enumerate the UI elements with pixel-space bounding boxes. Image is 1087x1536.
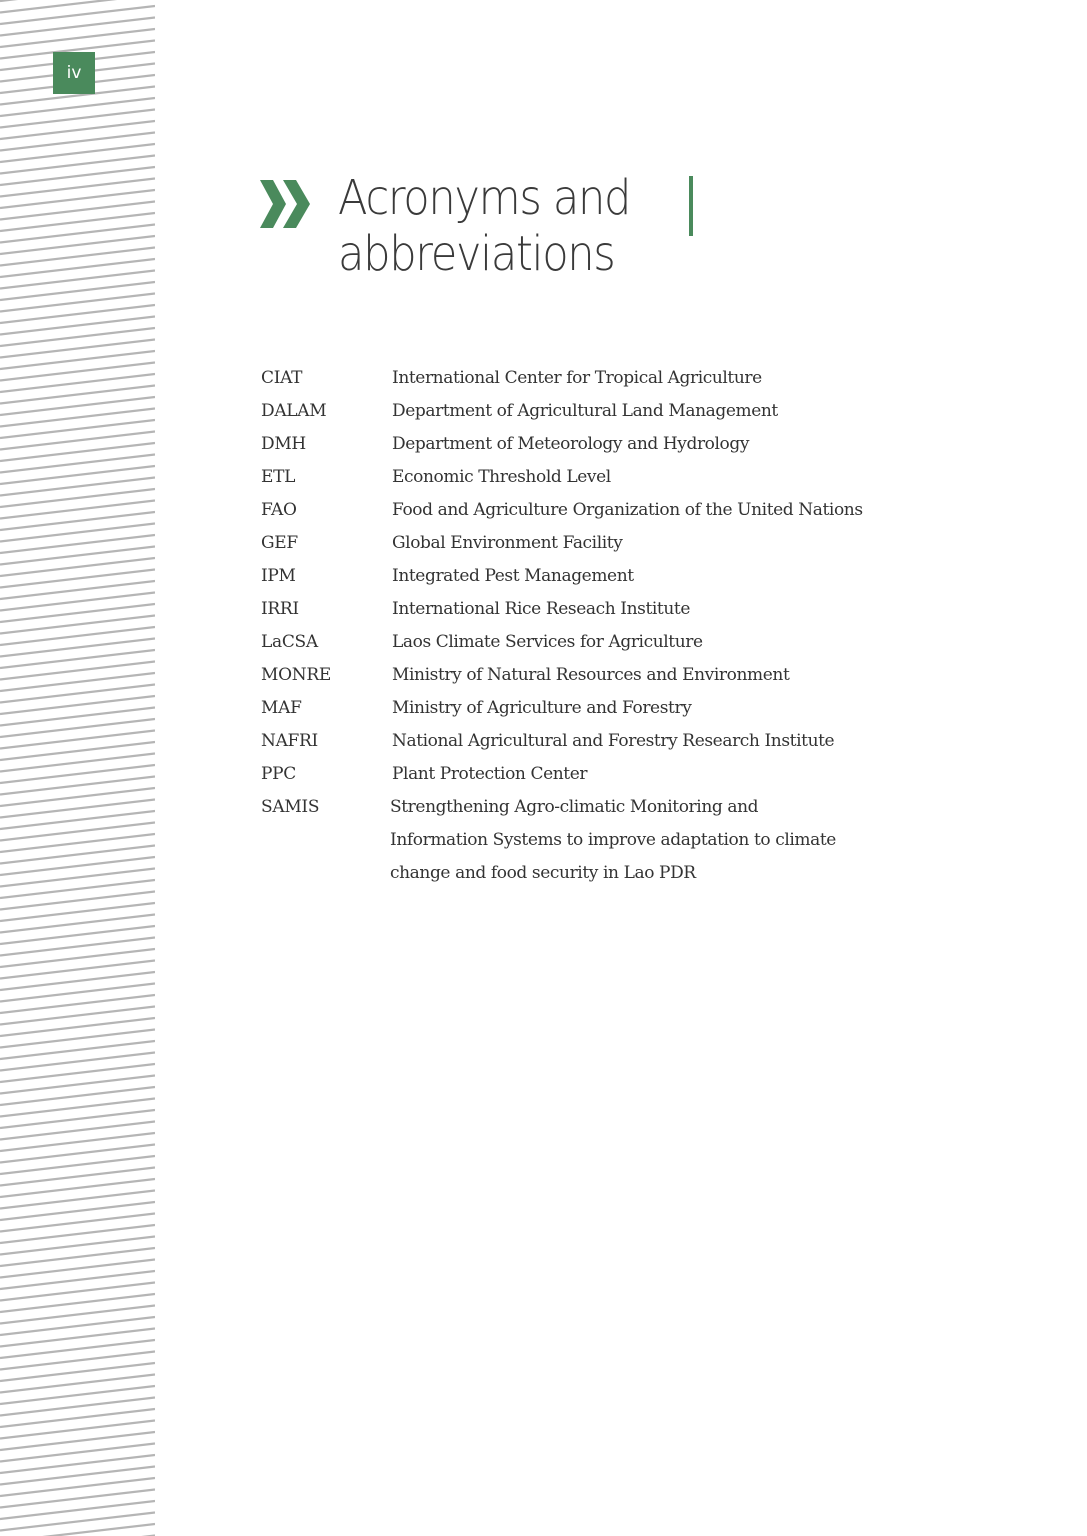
page-title-line-1: Acronyms and <box>338 170 631 226</box>
acronym-term: PPC <box>261 764 296 784</box>
stripe-line <box>0 1524 155 1536</box>
acronym-row <box>261 791 901 890</box>
acronym-row <box>261 758 901 791</box>
acronym-row <box>261 428 901 461</box>
acronym-row <box>261 527 901 560</box>
stripe-line <box>0 0 155 13</box>
acronym-definition: Ministry of Agriculture and Forestry <box>392 698 692 718</box>
acronym-term: DALAM <box>261 401 327 421</box>
double-chevron-right-icon <box>260 180 312 228</box>
acronym-row <box>261 461 901 494</box>
acronym-definition: Economic Threshold Level <box>392 467 611 487</box>
page-title <box>338 170 630 282</box>
acronym-term: IRRI <box>261 599 299 619</box>
acronym-definition: Department of Agricultural Land Management <box>392 401 778 421</box>
title-accent-bar <box>689 176 693 236</box>
page-number-badge: iv <box>53 52 95 94</box>
acronym-definition: Department of Meteorology and Hydrology <box>392 434 750 454</box>
acronym-list <box>261 362 901 890</box>
acronym-definition: Integrated Pest Management <box>392 566 634 586</box>
acronym-row <box>261 626 901 659</box>
acronym-row <box>261 692 901 725</box>
stripe-line <box>0 0 155 1</box>
acronym-term: LaCSA <box>261 632 318 652</box>
acronym-definition: Food and Agriculture Organization of the United Nations <box>392 500 863 520</box>
acronym-term: MAF <box>261 698 302 718</box>
acronym-row <box>261 593 901 626</box>
acronym-term: NAFRI <box>261 731 318 751</box>
acronym-row <box>261 659 901 692</box>
acronym-definition: Strengthening Agro-climatic Monitoring and Information Systems to improve adaptation to climate change and food security in Lao PDR <box>390 797 836 883</box>
acronym-row <box>261 395 901 428</box>
acronym-definition: International Center for Tropical Agriculture <box>392 368 762 388</box>
acronym-term: CIAT <box>261 368 303 388</box>
acronym-definition: National Agricultural and Forestry Research Institute <box>392 731 835 751</box>
acronym-term: FAO <box>261 500 297 520</box>
stripe-pattern <box>0 0 155 1536</box>
acronym-definition: Global Environment Facility <box>392 533 623 553</box>
acronym-term: ETL <box>261 467 296 487</box>
acronym-definition: Ministry of Natural Resources and Environment <box>392 665 790 685</box>
acronym-term: MONRE <box>261 665 331 685</box>
acronym-definition: International Rice Reseach Institute <box>392 599 691 619</box>
acronym-term: GEF <box>261 533 298 553</box>
diagonal-stripe-band <box>0 0 155 1536</box>
acronym-definition: Laos Climate Services for Agriculture <box>392 632 703 652</box>
page-title-line-2: abbreviations <box>338 226 615 282</box>
acronym-term: SAMIS <box>261 797 320 817</box>
chevron-right-part <box>283 180 310 228</box>
acronym-row <box>261 494 901 527</box>
acronym-row <box>261 725 901 758</box>
acronym-row <box>261 362 901 395</box>
acronym-definition: Plant Protection Center <box>392 764 588 784</box>
acronym-row <box>261 560 901 593</box>
acronym-term: DMH <box>261 434 306 454</box>
acronym-term: IPM <box>261 566 296 586</box>
chevron-left-part <box>260 180 286 228</box>
